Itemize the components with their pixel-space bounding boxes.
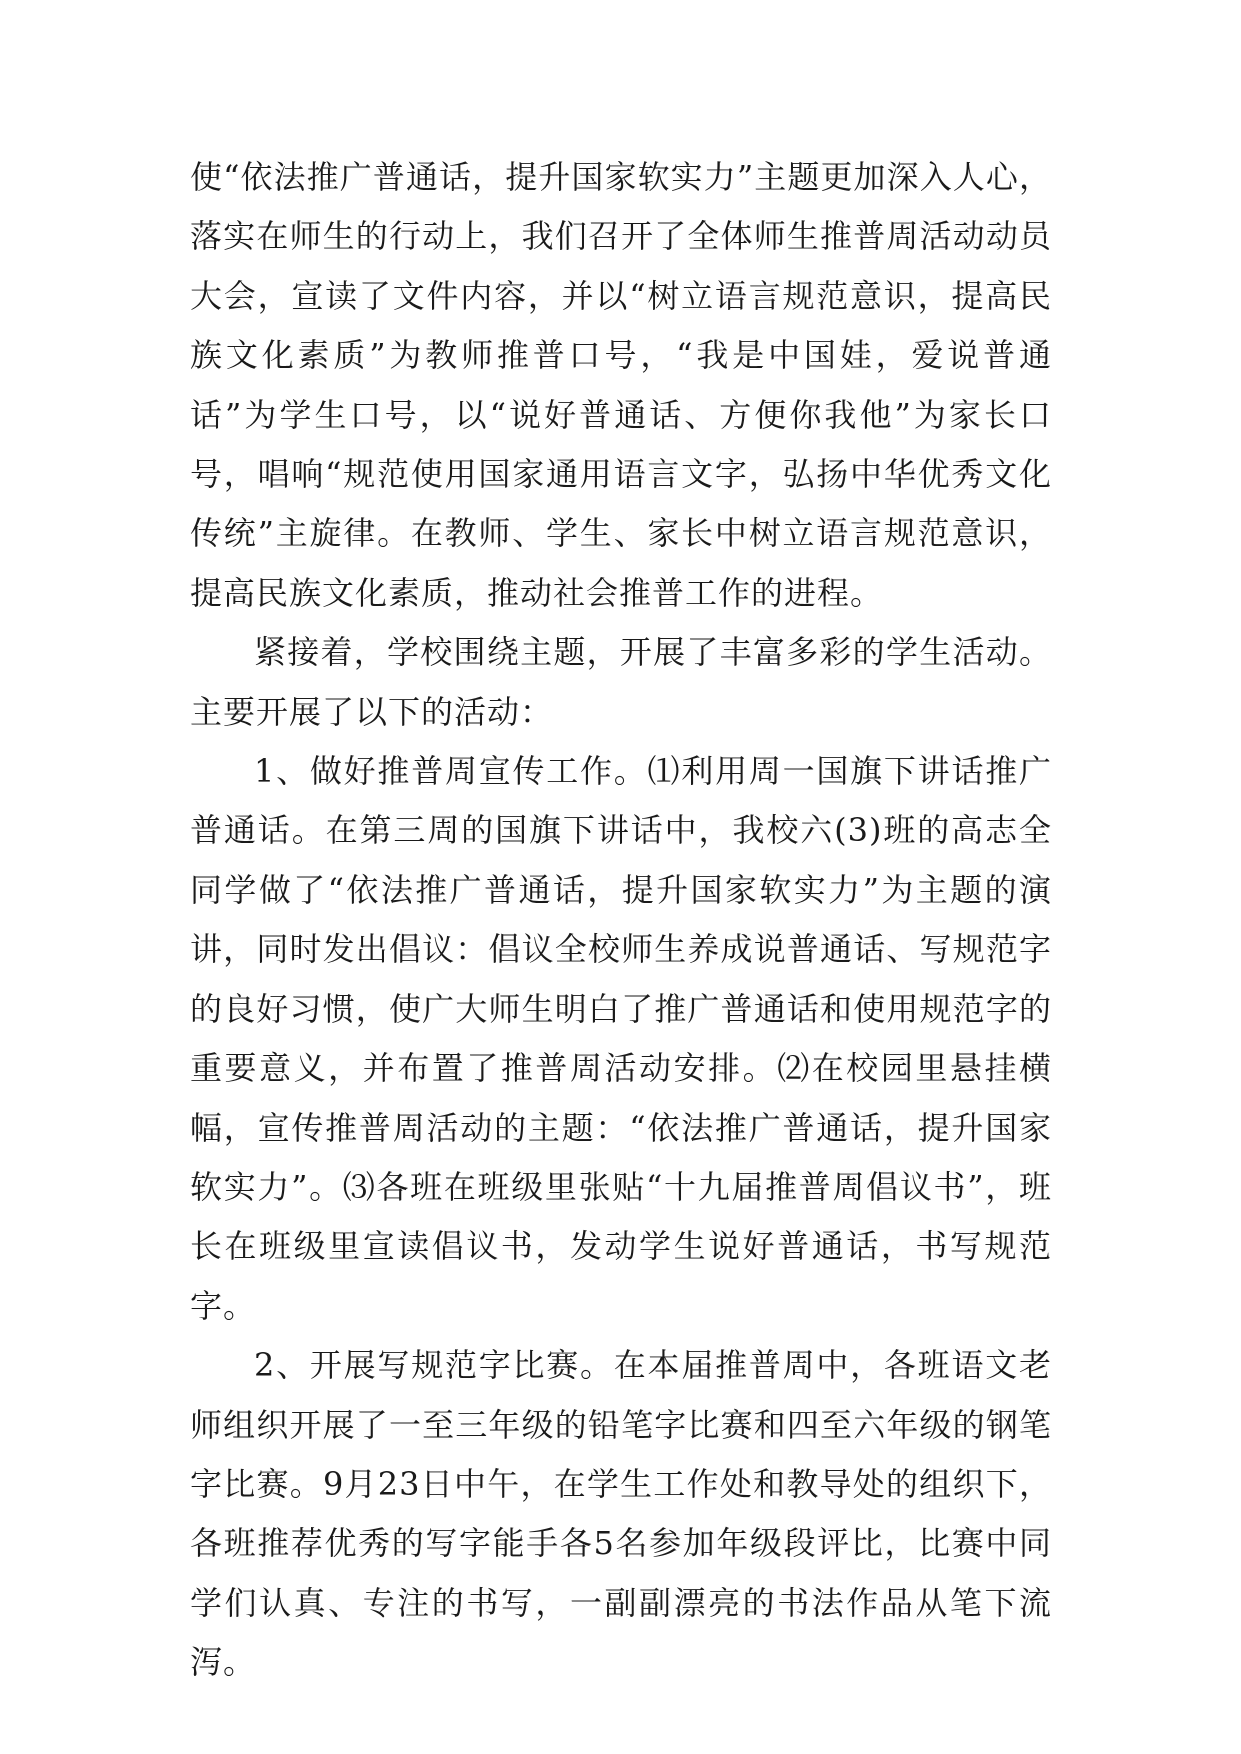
paragraph-1: 使“依法推广普通话，提升国家软实力”主题更加深入人心，落实在师生的行动上，我们召开了全体师生推普周活动动员大会，宣读了文件内容，并以“树立语言规范意识，提高民族文化素质”为教师推普口号，“我是中国娃，爱说普通话”为学生口号，以“说好普通话、方便你我他”为家长口号，唱响“规范使用国家通用语言文字，弘扬中华优秀文化传统”主旋律。在教师、学生、家长中树立语言规范意识，提高民族文化素质，推动社会推普工作的进程。 xyxy=(190,158,1052,612)
paragraph-3: 1、做好推普周宣传工作。⑴利用周一国旗下讲话推广普通话。在第三周的国旗下讲话中，我校六(3)班的高志全同学做了“依法推广普通话，提升国家软实力”为主题的演讲，同时发出倡议：倡议全校师生养成说普通话、写规范字的良好习惯，使广大师生明白了推广普通话和使用规范字的重要意义，并布置了推普周活动安排。⑵在校园里悬挂横幅，宣传推普周活动的主题：“依法推广普通话，提升国家软实力”。⑶各班在班级里张贴“十九届推普周倡议书”，班长在班级里宣读倡议书，发动学生说好普通话，书写规范字。 xyxy=(190,752,1052,1325)
paragraph-2: 紧接着，学校围绕主题，开展了丰富多彩的学生活动。主要开展了以下的活动： xyxy=(190,633,1052,731)
document-page xyxy=(190,148,1052,1693)
paragraph-4: 2、开展写规范字比赛。在本届推普周中，各班语文老师组织开展了一至三年级的铅笔字比赛和四至六年级的钢笔字比赛。9月23日中午，在学生工作处和教导处的组织下，各班推荐优秀的写字能手各5名参加年级段评比，比赛中同学们认真、专注的书写，一副副漂亮的书法作品从笔下流泻。 xyxy=(190,1346,1052,1682)
